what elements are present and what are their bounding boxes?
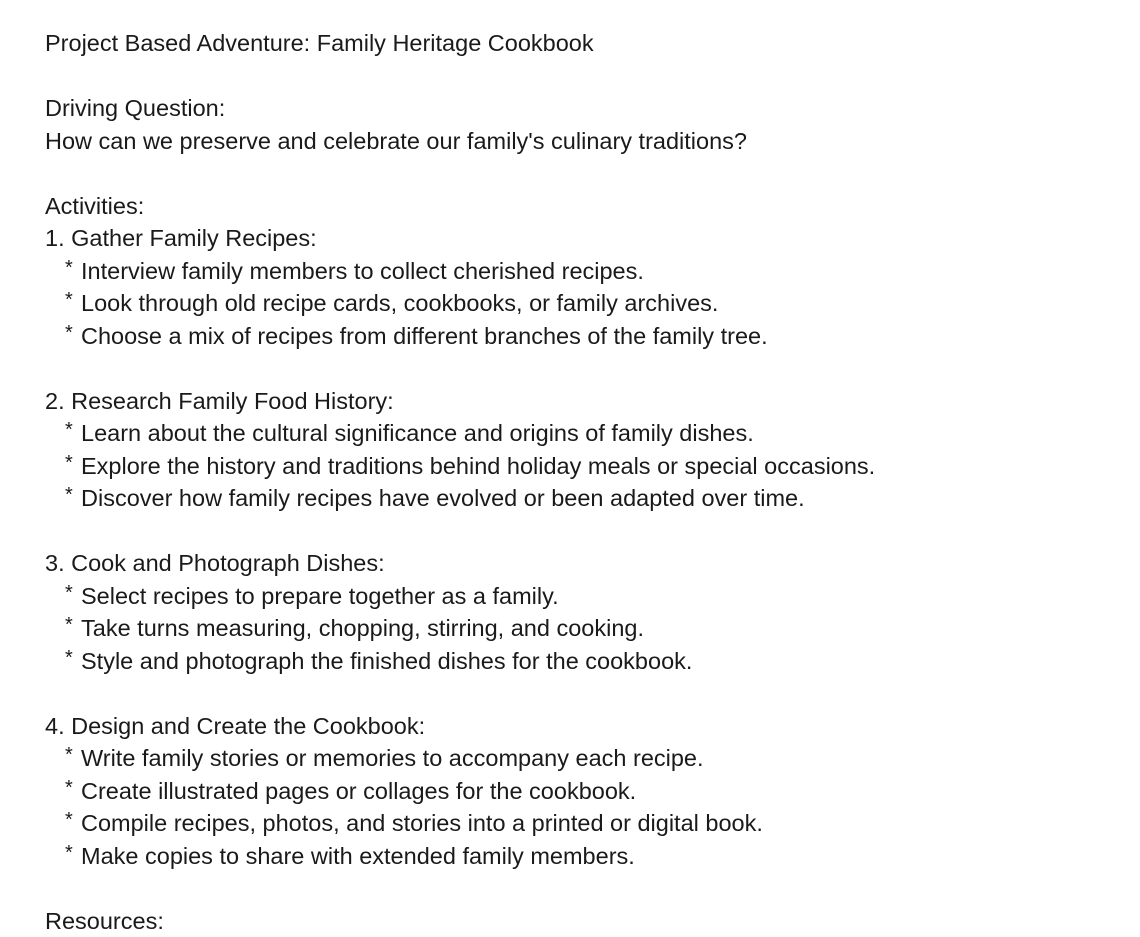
list-item	[45, 807, 1125, 840]
bullet-marker: *	[65, 479, 81, 512]
spacer	[45, 352, 1125, 385]
activity-section	[45, 222, 1125, 352]
list-item	[45, 742, 1125, 775]
list-item	[45, 612, 1125, 645]
list-item-text: Choose a mix of recipes from different branches of the family tree.	[81, 323, 768, 349]
bullet-marker: *	[65, 837, 81, 870]
bullet-marker: *	[65, 317, 81, 350]
spacer	[45, 677, 1125, 710]
resources-label: Resources:	[45, 905, 1125, 937]
bullet-marker: *	[65, 609, 81, 642]
list-item	[45, 450, 1125, 483]
section-heading: 3. Cook and Photograph Dishes:	[45, 547, 1125, 580]
spacer	[45, 157, 1125, 190]
list-item	[45, 417, 1125, 450]
section-heading: 1. Gather Family Recipes:	[45, 222, 1125, 255]
list-item	[45, 775, 1125, 808]
list-item	[45, 482, 1125, 515]
list-item	[45, 645, 1125, 678]
bullet-marker: *	[65, 414, 81, 447]
spacer	[45, 515, 1125, 548]
list-item-text: Take turns measuring, chopping, stirring, and cooking.	[81, 615, 644, 641]
bullet-marker: *	[65, 577, 81, 610]
list-item	[45, 580, 1125, 613]
list-item-text: Learn about the cultural significance and origins of family dishes.	[81, 420, 754, 446]
activity-section	[45, 547, 1125, 677]
driving-question-text: How can we preserve and celebrate our family's culinary traditions?	[45, 125, 1125, 158]
list-item-text: Compile recipes, photos, and stories into a printed or digital book.	[81, 810, 763, 836]
driving-question-label: Driving Question:	[45, 92, 1125, 125]
list-item-text: Interview family members to collect cherished recipes.	[81, 258, 644, 284]
list-item-text: Write family stories or memories to accompany each recipe.	[81, 745, 704, 771]
activity-section	[45, 385, 1125, 515]
section-heading: 4. Design and Create the Cookbook:	[45, 710, 1125, 743]
list-item-text: Explore the history and traditions behind holiday meals or special occasions.	[81, 453, 875, 479]
list-item-text: Style and photograph the finished dishes for the cookbook.	[81, 648, 692, 674]
activities-label: Activities:	[45, 190, 1125, 223]
list-item-text: Create illustrated pages or collages for the cookbook.	[81, 778, 636, 804]
list-item	[45, 320, 1125, 353]
bullet-marker: *	[65, 804, 81, 837]
bullet-marker: *	[65, 739, 81, 772]
bullet-marker: *	[65, 447, 81, 480]
list-item	[45, 287, 1125, 320]
spacer	[45, 872, 1125, 905]
list-item	[45, 255, 1125, 288]
list-item	[45, 840, 1125, 873]
list-item-text: Look through old recipe cards, cookbooks, or family archives.	[81, 290, 718, 316]
document-title: Project Based Adventure: Family Heritage Cookbook	[45, 27, 1125, 60]
bullet-marker: *	[65, 642, 81, 675]
bullet-marker: *	[65, 772, 81, 805]
document-body	[45, 27, 1125, 937]
list-item-text: Make copies to share with extended family members.	[81, 843, 635, 869]
bullet-marker: *	[65, 284, 81, 317]
list-item-text: Discover how family recipes have evolved or been adapted over time.	[81, 485, 805, 511]
activity-section	[45, 710, 1125, 873]
section-heading: 2. Research Family Food History:	[45, 385, 1125, 418]
bullet-marker: *	[65, 252, 81, 285]
list-item-text: Select recipes to prepare together as a family.	[81, 583, 559, 609]
spacer	[45, 60, 1125, 93]
